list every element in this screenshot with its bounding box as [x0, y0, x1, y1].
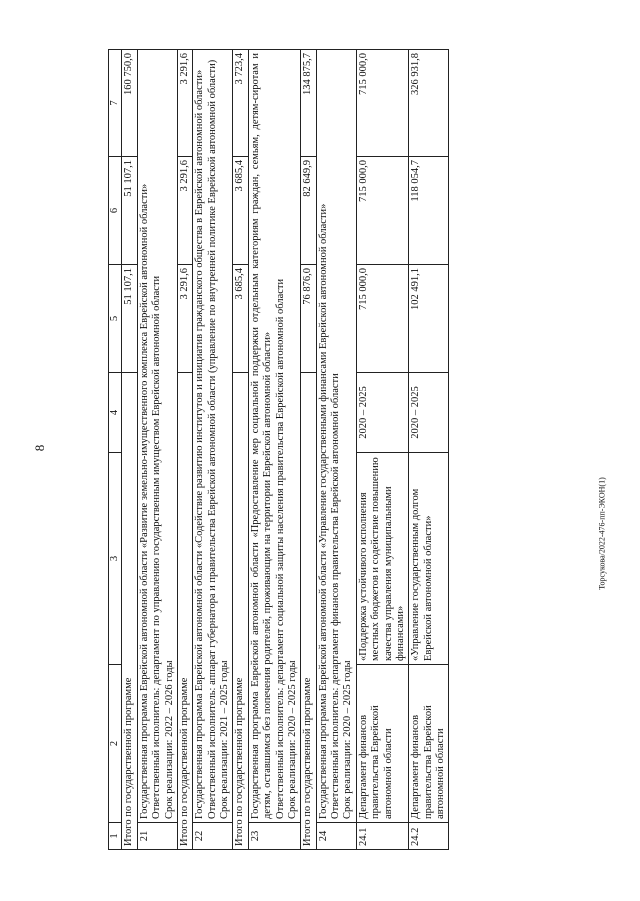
program-line: Ответственный исполнитель: аппарат губернатора и правительства Еврейской автономной области (управление по внутренней политике Еврейской автономной области) [206, 59, 218, 819]
value-col7: 326 931,8 [409, 50, 449, 157]
total-label: Итого по государственной программе [122, 373, 137, 850]
value-col6: 82 649,9 [301, 157, 316, 265]
program-line: Ответственный исполнитель: департамент по управлению государственным имуществом Еврейской автономной области [151, 275, 163, 819]
program-line: Государственная программа Еврейской автономной области «Содействие развитию институтов и инициатив гражданского общества в Еврейской автономной области» [194, 69, 206, 819]
value-col7: 160 750,0 [122, 50, 137, 157]
program-line: Срок реализации: 2022 – 2026 годы [163, 660, 175, 819]
program-row [248, 50, 301, 850]
program-line: Срок реализации: 2020 – 2025 годы [286, 660, 298, 819]
value-col5: 3 685,4 [233, 265, 248, 373]
program-line: Государственная программа Еврейской автономной области «Управление государственными финансами Еврейской автономной области» [317, 203, 329, 819]
row-number: 21 [137, 823, 177, 850]
total-label: Итого по государственной программе [177, 373, 192, 850]
value-col7: 3 291,6 [177, 50, 192, 157]
header-cell: 7 [109, 50, 122, 157]
value-col6: 715 000,0 [356, 157, 409, 265]
program-line: Ответственный исполнитель: департамент финансов правительства Еврейской автономной области [330, 373, 341, 819]
value-col7: 715 000,0 [356, 50, 409, 157]
program-description [248, 50, 301, 823]
total-row [122, 50, 137, 850]
page-number: 8 [32, 444, 47, 452]
row-number: 23 [248, 823, 301, 850]
header-cell: 3 [109, 453, 122, 665]
value-col6: 118 054,7 [409, 157, 449, 265]
program-line: Срок реализации: 2021 – 2025 годы [219, 660, 230, 819]
measure-row [356, 50, 409, 850]
value-col6: 3 291,6 [177, 157, 192, 265]
executor: Департамент финансов правительства Еврейской автономной области [409, 665, 449, 823]
value-col5: 51 107,1 [122, 265, 137, 373]
total-row [233, 50, 248, 850]
row-number: 24.2 [409, 823, 449, 850]
value-col5: 3 291,6 [177, 265, 192, 373]
value-col5: 715 000,0 [356, 265, 409, 373]
row-number: 22 [193, 823, 233, 850]
period: 2020 – 2025 [409, 373, 449, 453]
program-description [137, 50, 177, 823]
document-code: Торсукова/2022-476-пп-ЭКОН(1) [597, 477, 607, 590]
total-row [177, 50, 192, 850]
program-row [193, 50, 233, 850]
measure-name: «Поддержка устойчивого исполнения местных бюджетов и содействие повышению качества управления муниципальными финансами» [356, 453, 409, 665]
program-line: Ответственный исполнитель: департамент социальной защиты населения правительства Еврейской автономной области [274, 278, 286, 819]
value-col5: 76 876,0 [301, 265, 316, 373]
rotated-page-content [108, 50, 594, 850]
header-row [109, 50, 122, 850]
program-row [137, 50, 177, 850]
measure-row [409, 50, 449, 850]
period: 2020 – 2025 [356, 373, 409, 453]
allocation-table [108, 49, 449, 850]
row-number: 24.1 [356, 823, 409, 850]
program-line: Государственная программа Еврейской автономной области «Развитие земельно-имущественного комплекса Еврейской автономной области» [138, 183, 150, 819]
header-cell: 5 [109, 265, 122, 373]
program-description [316, 50, 356, 823]
total-row [301, 50, 316, 850]
value-col6: 3 685,4 [233, 157, 248, 265]
program-line: Срок реализации: 2020 – 2025 годы [342, 660, 354, 819]
value-col6: 51 107,1 [122, 157, 137, 265]
header-cell: 4 [109, 373, 122, 453]
value-col7: 3 723,4 [233, 50, 248, 157]
header-cell: 1 [109, 823, 122, 850]
measure-name: «Управление государственным долгом Еврейской автономной области» [409, 453, 449, 665]
program-line: Государственная программа Еврейской автономной области «Предоставление мер социальной поддержки отдельным категориям граждан, семьям, детям-сиротам и детям, оставшимся без попечения родителей, проживающим на территории Еврейской автономной области» [249, 53, 274, 819]
value-col7: 134 875,7 [301, 50, 316, 157]
executor: Департамент финансов правительства Еврейской автономной области [356, 665, 409, 823]
row-number: 24 [316, 823, 356, 850]
header-cell: 2 [109, 665, 122, 823]
header-cell: 6 [109, 157, 122, 265]
program-row [316, 50, 356, 850]
total-label: Итого по государственной программе [301, 373, 316, 850]
total-label: Итого по государственной программе [233, 373, 248, 850]
program-description [193, 50, 233, 823]
value-col5: 102 491,1 [409, 265, 449, 373]
